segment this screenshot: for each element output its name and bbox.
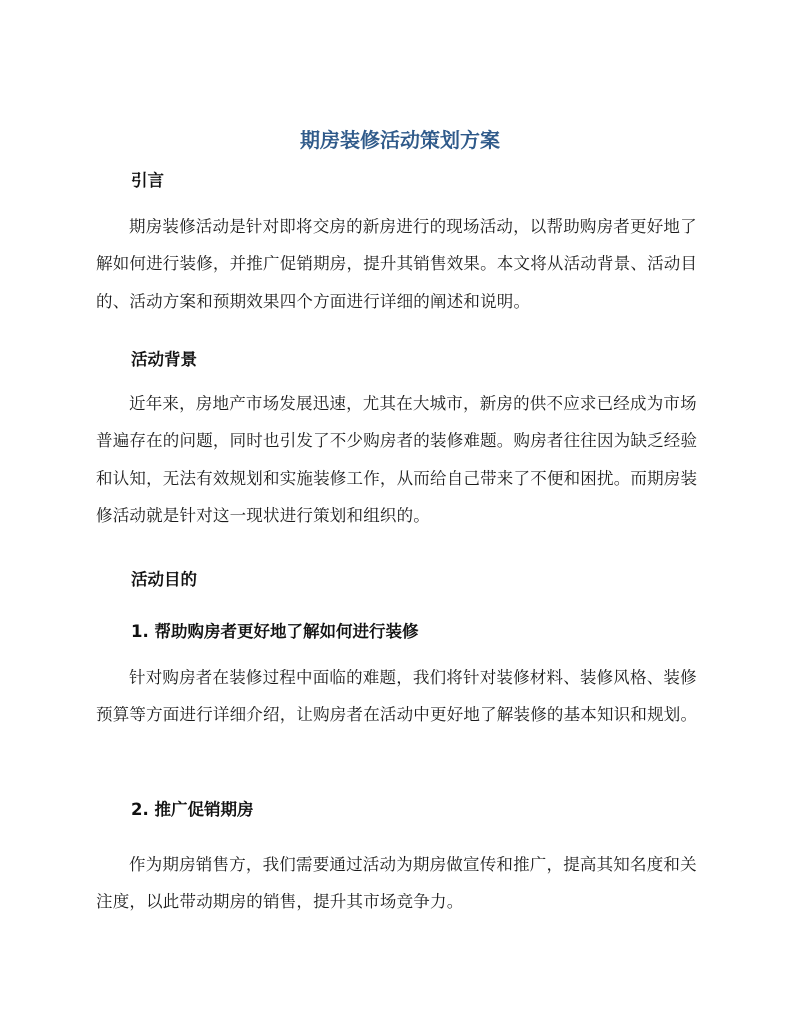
goal-paragraph-2: 作为期房销售方，我们需要通过活动为期房做宣传和推广，提高其知名度和关注度，以此带动期房的销售，提升其市场竞争力。 xyxy=(96,855,697,912)
section-heading-intro: 引言 xyxy=(131,171,164,190)
document-title: 期房装修活动策划方案 xyxy=(300,128,500,152)
background-paragraph: 近年来，房地产市场发展迅速，尤其在大城市，新房的供不应求已经成为市场普遍存在的问题，同时也引发了不少购房者的装修难题。购房者往往因为缺乏经验和认知，无法有效规划和实施装修工作，从而给自己带来了不便和困扰。而期房装修活动就是针对这一现状进行策划和组织的。 xyxy=(96,394,698,525)
goal-heading-2: 2. 推广促销期房 xyxy=(131,800,254,819)
intro-paragraph: 期房装修活动是针对即将交房的新房进行的现场活动，以帮助购房者更好地了解如何进行装修，并推广促销期房，提升其销售效果。本文将从活动背景、活动目的、活动方案和预期效果四个方面进行详细的阐述和说明。 xyxy=(96,217,698,311)
section-heading-goals: 活动目的 xyxy=(131,570,197,589)
goal-heading-1: 1. 帮助购房者更好地了解如何进行装修 xyxy=(131,622,419,641)
section-heading-background: 活动背景 xyxy=(131,350,197,369)
goal-paragraph-1: 针对购房者在装修过程中面临的难题，我们将针对装修材料、装修风格、装修预算等方面进行详细介绍，让购房者在活动中更好地了解装修的基本知识和规划。 xyxy=(96,668,698,725)
